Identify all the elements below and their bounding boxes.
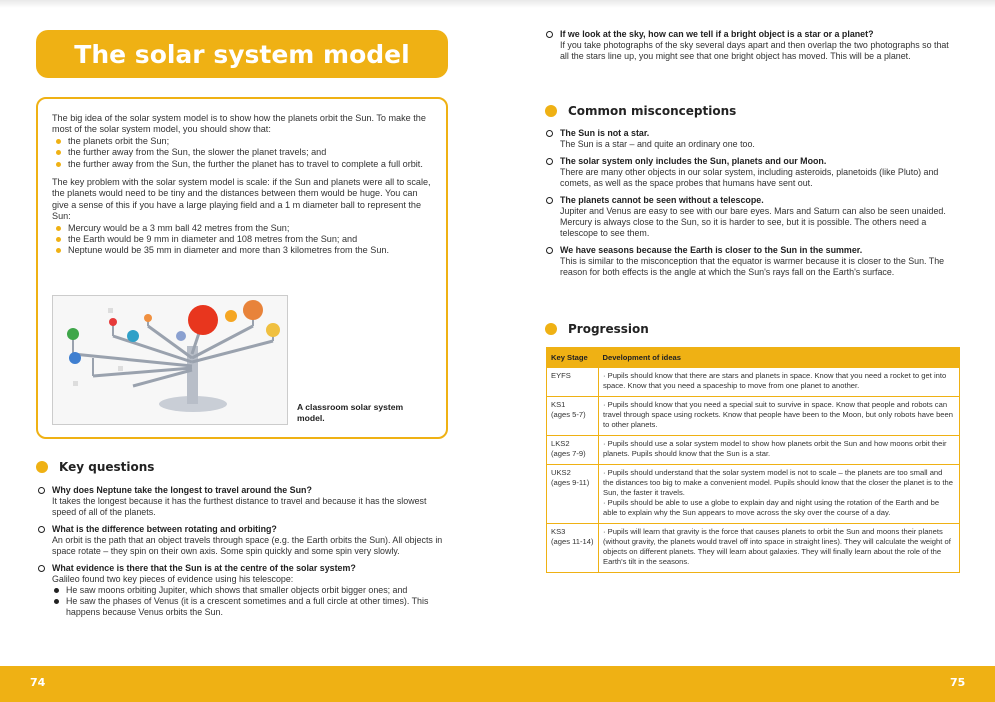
question-item: What is the difference between rotating and orbiting? An orbit is the path that an object travels through space (e.g. the Earth orbits the Sun). All objects in space rotate – they spin on their own axis. Some spin quickly and some spin very slowly. [38, 524, 450, 557]
key-stage-cell: UKS2 (ages 9-11) [547, 465, 599, 524]
list-item: the further away from the Sun, the further the planet has to travel to complete a full orbit. [52, 159, 432, 170]
list-item: the further away from the Sun, the slower the planet travels; and [52, 147, 432, 158]
planet-icon [243, 300, 263, 320]
key-questions-list [38, 485, 450, 624]
key-stage-cell: KS1 (ages 5-7) [547, 397, 599, 436]
intro-bullets-2 [52, 223, 432, 257]
misconception-item: The solar system only includes the Sun, planets and our Moon. There are many other objects in our solar system, including asteroids, planetoids (like Pluto) and comets, as well as the space probes that humans have sent out. [546, 156, 960, 189]
planet-icon [127, 330, 139, 342]
question-item: Why does Neptune take the longest to travel around the Sun? It takes the longest because it has the furthest distance to travel and because it has the slowest speed of all of the planets. [38, 485, 450, 518]
ideas-cell: · Pupils should understand that the solar system model is not to scale – the planets are too small and the distances too big to make a convenient model. Pupils should know that the closer the planet is to the Sun, the faster it travels. · Pupils should be able to use a globe to explain day and night using the rotation of the Earth and be able to explain why the Sun appears to move across the sky over the course of a day. [599, 465, 960, 524]
top-shadow [0, 0, 995, 8]
table-row [547, 368, 960, 397]
table-row [547, 465, 960, 524]
bullet-dot-icon [545, 105, 557, 117]
sun-icon [188, 305, 218, 335]
misconceptions-heading: Common misconceptions [545, 104, 736, 118]
photo-caption: A classroom solar system model. [297, 402, 404, 423]
table-row [547, 397, 960, 436]
column-header-development: Development of ideas [599, 348, 960, 368]
solar-system-model-photo [52, 295, 288, 425]
list-item: He saw moons orbiting Jupiter, which shows that smaller objects orbit bigger ones; and [52, 585, 450, 596]
planet-icon [109, 318, 117, 326]
table-row [547, 436, 960, 465]
page-title: The solar system model [74, 39, 410, 69]
list-item: the Earth would be 9 mm in diameter and 108 metres from the Sun; and [52, 234, 432, 245]
misconceptions-list [546, 128, 960, 284]
ideas-cell: · Pupils will learn that gravity is the force that causes planets to orbit the Sun and moons their planets (without gravity, the planets would travel off into space in straight lines). They will calculate the weight of objects on different planets. They will learn about galaxies. They will finally learn about the role of the Earth's tilt in the seasons. [599, 524, 960, 573]
list-item: Mercury would be a 3 mm ball 42 metres from the Sun; [52, 223, 432, 234]
key-stage-cell: KS3 (ages 11-14) [547, 524, 599, 573]
planet-icon [225, 310, 237, 322]
list-item: He saw the phases of Venus (it is a crescent sometimes and a full circle at other times). This happens because Venus orbits the Sun. [52, 596, 450, 618]
intro-paragraph-2: The key problem with the solar system model is scale: if the Sun and planets were all to scale, the planets would need to be tiny and the distances between them would be huge. You can give a sense of this if you have a large playing field and a 1 m diameter ball to represent the Sun: [52, 177, 431, 222]
evidence-list [52, 585, 450, 618]
key-stage-cell: EYFS [547, 368, 599, 397]
list-item: Neptune would be 35 mm in diameter and more than 3 kilometres from the Sun. [52, 245, 432, 256]
list-item: the planets orbit the Sun; [52, 136, 432, 147]
intro-box [36, 97, 448, 439]
star-or-planet-question [546, 29, 960, 68]
key-stage-cell: LKS2 (ages 7-9) [547, 436, 599, 465]
bullet-dot-icon [545, 323, 557, 335]
column-header-key-stage: Key Stage [547, 348, 599, 368]
progression-heading: Progression [545, 322, 649, 336]
page-number-left: 74 [30, 676, 46, 689]
table-header-row [547, 348, 960, 368]
orrery-illustration [53, 296, 287, 424]
footer-bar [0, 666, 995, 702]
misconception-item: We have seasons because the Earth is closer to the Sun in the summer. This is similar to the misconception that the equator is warmer because it is closer to the Sun. The reason for both effects is the angle at which the Sun's rays fall on the Earth's surface. [546, 245, 960, 278]
intro-bullets-1 [52, 136, 432, 170]
progression-table [546, 347, 960, 573]
ideas-cell: · Pupils should know that there are stars and planets in space. Know that you need a rocket to get into space. Know that you need a spaceship to move from one planet to another. [599, 368, 960, 397]
question-item: If we look at the sky, how can we tell if a bright object is a star or a planet? If you take photographs of the sky several days apart and then overlap the two photographs so that all the stars line up, you might see that one bright object has moved. This will be a planet. [546, 29, 960, 62]
table-row [547, 524, 960, 573]
page-number-right: 75 [950, 676, 966, 689]
intro-paragraph-1: The big idea of the solar system model is to show how the planets orbit the Sun. To make the most of the solar system model, you should show that: [52, 113, 426, 135]
planet-icon [266, 323, 280, 337]
planet-icon [144, 314, 152, 322]
ideas-cell: · Pupils should know that you need a special suit to survive in space. Know that people and robots can travel through space using rockets. Know that people have been to the Moon, but only robots have been to other planets. [599, 397, 960, 436]
misconception-item: The planets cannot be seen without a telescope. Jupiter and Venus are easy to see with our bare eyes. Mars and Saturn can also be seen unaided. Mercury is always close to the Sun, so it is harder to see, but it is possible. The others need a telescope to see them. [546, 195, 960, 239]
question-item: What evidence is there that the Sun is at the centre of the solar system? Galileo found two key pieces of evidence using his telescope: He saw moons orbiting Jupiter, which shows that smaller objects orbit bigger ones; and He saw the phases of Venus (it is a crescent sometimes and a full circle at other times). This happens because Venus orbits the Sun. [38, 563, 450, 618]
bullet-dot-icon [36, 461, 48, 473]
planet-icon [176, 331, 186, 341]
planet-icon [69, 352, 81, 364]
planet-icon [67, 328, 79, 340]
title-band [36, 30, 448, 78]
ideas-cell: · Pupils should use a solar system model to show how planets orbit the Sun and how moons orbit their planets. Pupils should know that the Sun is a star. [599, 436, 960, 465]
key-questions-heading: Key questions [36, 460, 154, 474]
misconception-item: The Sun is not a star. The Sun is a star – and quite an ordinary one too. [546, 128, 960, 150]
